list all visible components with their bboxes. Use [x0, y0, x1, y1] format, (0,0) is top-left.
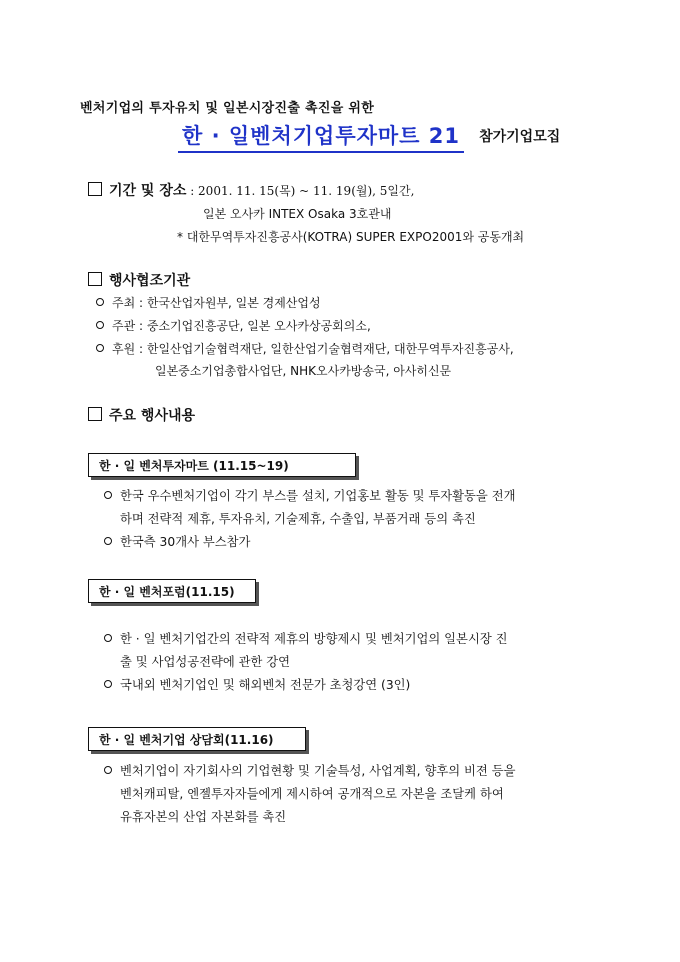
event-tab-consultation: 한 · 일 벤처기업 상담회(11.16) — [88, 727, 306, 751]
event-text: 출 및 사업성공전략에 관한 강연 — [120, 655, 291, 669]
title-row — [178, 120, 560, 153]
organizer-item — [96, 294, 321, 311]
list-item — [104, 628, 507, 651]
schedule-heading: 기간 및 장소 — [109, 183, 187, 199]
event-tab-investment-mart: 한 · 일 벤처투자마트 (11.15~19) — [88, 453, 356, 477]
circle-bullet-icon — [96, 298, 104, 306]
event-tab-forum: 한 · 일 벤처포럼(11.15) — [88, 579, 256, 603]
checkbox-square-icon — [88, 272, 102, 286]
pretitle: 벤처기업의 투자유치 및 일본시장진출 촉진을 위한 — [80, 101, 375, 116]
event-body — [104, 628, 507, 697]
checkbox-square-icon — [88, 182, 102, 196]
event-text: 한 · 일 벤처기업간의 전략적 제휴의 방향제시 및 벤처기업의 일본시장 진 — [120, 632, 508, 646]
organizer-item — [96, 340, 514, 357]
event-text: 한국측 30개사 부스참가 — [120, 535, 251, 549]
event-text: 한국 우수벤처기업이 각기 부스를 설치, 기업홍보 활동 및 투자활동을 전개 — [120, 489, 516, 503]
page-subtitle: 참가기업모집 — [479, 129, 561, 145]
event-text: 국내외 벤처기업인 및 해외벤처 전문가 초청강연 (3인) — [120, 678, 411, 692]
event-text: 벤처캐피탈, 엔젤투자자들에게 제시하여 공개적으로 자본을 조달케 하여 — [120, 787, 504, 801]
schedule-dates: 2001. 11. 15(목) ~ 11. 19(월), 5일간, — [198, 184, 415, 198]
circle-bullet-icon — [104, 680, 112, 688]
event-text: 벤처기업이 자기회사의 기업현황 및 기술특성, 사업계획, 향후의 비젼 등을 — [120, 764, 516, 778]
schedule-heading-row — [88, 180, 414, 200]
event-text: 하며 전략적 제휴, 투자유치, 기술제휴, 수출입, 부품거래 등의 촉진 — [120, 512, 476, 526]
event-text: 유휴자본의 산업 자본화를 촉진 — [120, 810, 287, 824]
list-item — [104, 531, 515, 554]
schedule-venue: 일본 오사카 INTEX Osaka 3호관내 — [203, 207, 392, 221]
event-body — [104, 760, 515, 829]
circle-bullet-icon — [104, 537, 112, 545]
program-heading: 주요 행사내용 — [109, 408, 196, 424]
event-body — [104, 485, 515, 554]
program-heading-row — [88, 405, 195, 425]
circle-bullet-icon — [96, 321, 104, 329]
organizer-sponsors: 후원 : 한일산업기술협력재단, 일한산업기술협력재단, 대한무역투자진흥공사, — [112, 342, 514, 356]
organizers-heading-row — [88, 270, 190, 290]
organizers-heading: 행사협조기관 — [109, 273, 191, 289]
circle-bullet-icon — [104, 634, 112, 642]
list-item — [104, 760, 515, 783]
schedule-colon: : — [186, 184, 199, 198]
checkbox-square-icon — [88, 407, 102, 421]
circle-bullet-icon — [104, 766, 112, 774]
page-title: 한 · 일벤처기업투자마트 21 — [178, 120, 464, 153]
organizer-host: 주최 : 한국산업자원부, 일본 경제산업성 — [112, 296, 321, 310]
list-item — [104, 674, 507, 697]
schedule-note: * 대한무역투자진흥공사(KOTRA) SUPER EXPO2001와 공동개최 — [177, 230, 525, 244]
organizer-sponsors-continued: 일본중소기업총합사업단, NHK오사카방송국, 아사히신문 — [155, 364, 452, 378]
circle-bullet-icon — [96, 344, 104, 352]
list-item — [104, 485, 515, 508]
organizer-item — [96, 317, 371, 334]
circle-bullet-icon — [104, 491, 112, 499]
organizer-managing: 주관 : 중소기업진흥공단, 일본 오사카상공회의소, — [112, 319, 371, 333]
